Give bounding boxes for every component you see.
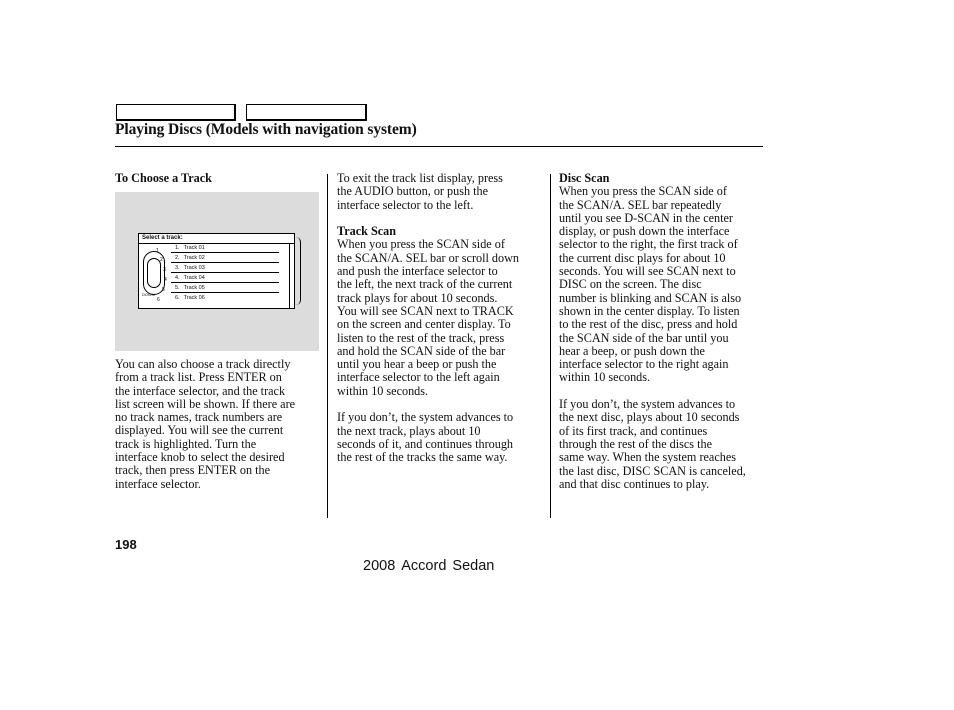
footer-year: 2008 — [363, 558, 396, 574]
track-row: 3. Track 03 — [171, 264, 279, 273]
knob-number: 3 — [163, 267, 166, 273]
screen-bezel-edge — [296, 237, 301, 305]
section-tab-2 — [246, 104, 367, 121]
track-row: 2. Track 02 — [171, 254, 279, 263]
track-row: 1. Track 01 — [171, 244, 279, 253]
column-divider-2 — [550, 174, 551, 518]
section-tab-1 — [116, 104, 236, 121]
heading-choose-track: To Choose a Track — [115, 171, 212, 185]
footer-body-style: Sedan — [452, 558, 495, 574]
track-row: 6. Track 06 — [175, 295, 205, 301]
knob-number: 5 — [162, 287, 165, 293]
nav-screen — [138, 233, 295, 309]
track-list-illustration — [115, 192, 319, 351]
heading-track-scan: Track Scan — [337, 224, 397, 239]
column-1 — [115, 172, 325, 185]
column-1-body: You can also choose a track directly from a track list. Press ENTER on the interface selector, and the track list screen will be shown. If there are no track names, track numbers are displayed. You will see the current track is highlighted. Turn the interface knob to select the desired track, then press ENTER on the interface selector. — [115, 357, 296, 491]
knob-number: 6 — [157, 297, 160, 303]
footer-model-name: Accord — [401, 558, 447, 574]
knob-number: 2 — [160, 257, 163, 263]
knob-number: 1 — [156, 248, 159, 254]
track-row: 4. Track 04 — [171, 274, 279, 283]
interface-knob-inner-icon — [147, 258, 161, 288]
heading-disc-scan: Disc Scan — [559, 171, 610, 185]
title-rule — [115, 146, 763, 147]
page-title: Playing Discs (Models with navigation system) — [115, 121, 417, 138]
track-row: 5. Track 05 — [171, 284, 279, 293]
knob-number: 4 — [164, 277, 167, 283]
screen-title: Select a track: — [139, 234, 294, 244]
column-3: Disc Scan When you press the SCAN side of the SCAN/A. SEL bar repeatedly until you see D-SCAN in the center display, or push down the interface selector to the right, the first track of the current disc plays for about 10 seconds. You will see SCAN next to DISC on the screen. The disc number is blinking and SCAN is also shown in the center display. To listen to the rest of the disc, press and hold the SCAN side of the bar until you hear a beep, or push down the interface selector to the right again within 10 seconds. If you don’t, the system advances to the next disc, plays about 10 seconds of its first track, and continues through the rest of the discs the same way. When the system reaches the last disc, DISC SCAN is canceled, and that disc continues to play. — [559, 172, 769, 491]
column-divider-1 — [327, 174, 328, 518]
screen-scroll-edge — [289, 244, 295, 308]
column-2: To exit the track list display, press the AUDIO button, or push the interface selector to the left. Track Scan When you press the SCAN side of the SCAN/A. SEL bar or scroll down and push the interface selector to the left, the next track of the current track plays for about 10 seconds. You will see SCAN next to TRACK on the screen and center display. To listen to the rest of the track, press and hold the SCAN side of the bar until you hear a beep or push the interface selector to the left again within 10 seconds. If you don’t, the system advances to the next track, plays about 10 seconds of it, and continues through the rest of the tracks the same way. — [337, 172, 549, 465]
footer-model — [363, 558, 494, 574]
down-label: DOWN — [142, 292, 155, 297]
page-number: 198 — [115, 537, 137, 552]
